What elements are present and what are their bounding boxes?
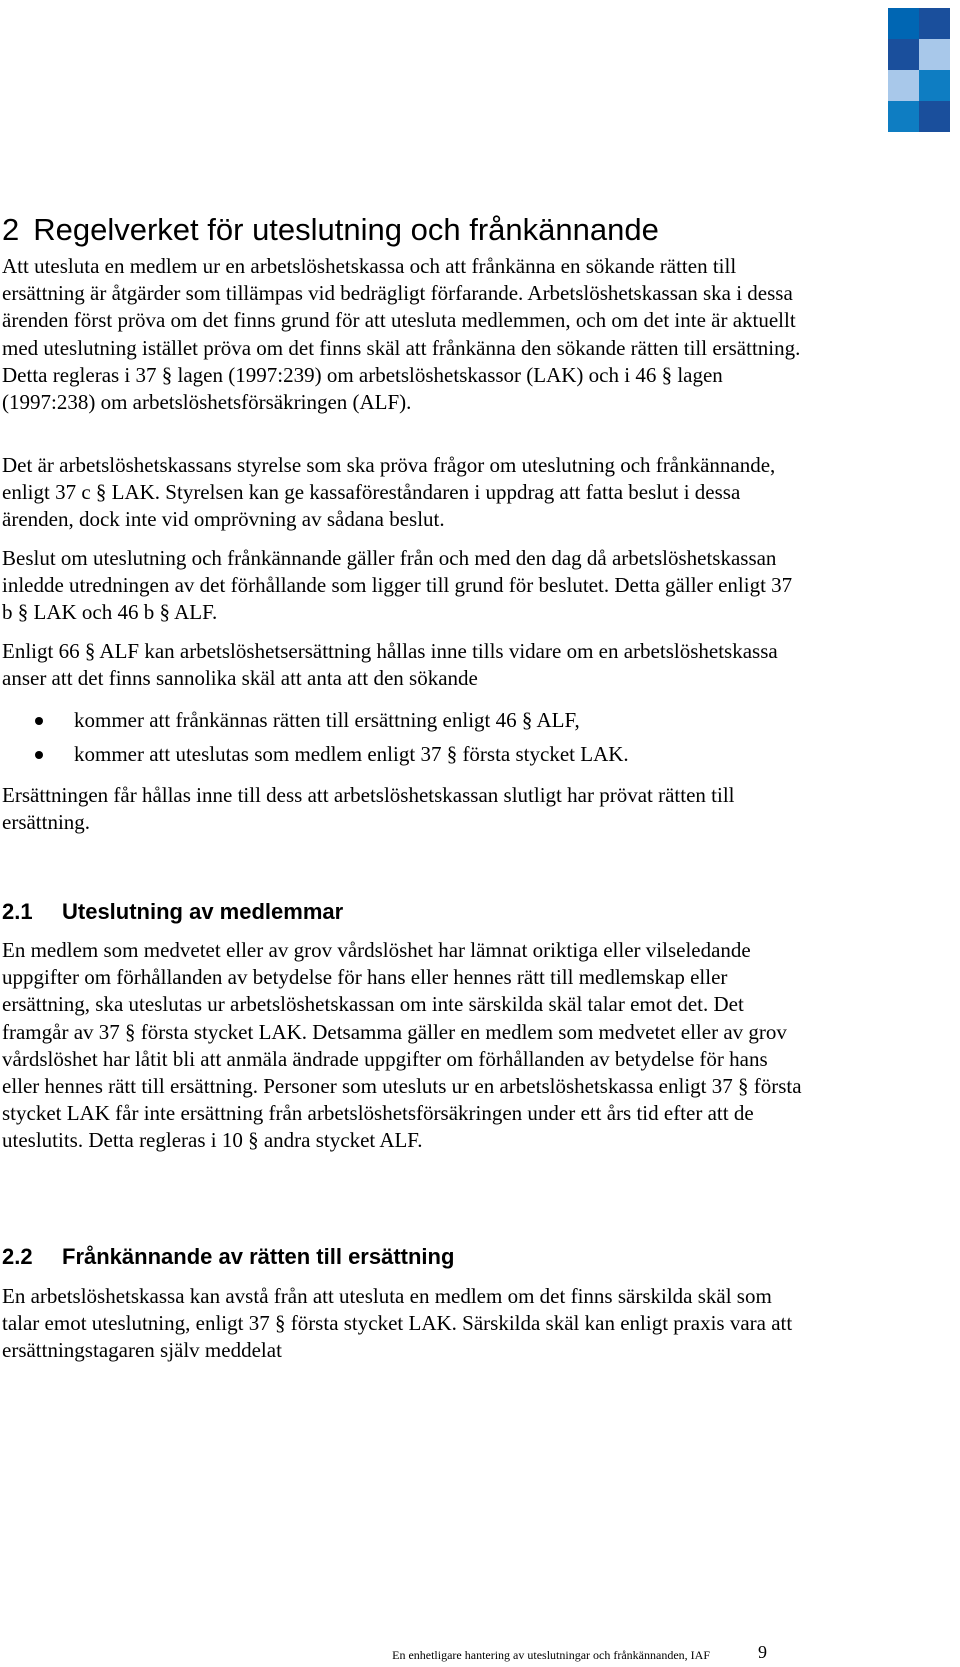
paragraph-withhold: Enligt 66 § ALF kan arbetslöshetsersättning hållas inne tills vidare om en arbetslöshetskassa anser att det finns sannolika skäl att anta att den sökande [2, 639, 778, 691]
list-item-text: kommer att frånkännas rätten till ersättning enligt 46 § ALF, [74, 708, 580, 732]
section-heading [2, 212, 659, 248]
iaf-logo [888, 8, 950, 133]
paragraph-intro: Att utesluta en medlem ur en arbetslöshetskassa och att frånkänna en sökande rätten till ersättning är åtgärder som tillämpas vid bedrägligt förfarande. Arbetslöshetskassan ska i dessa ärenden först pröva om det finns grund för att utesluta medlemmen, och om det inte är aktuellt med uteslutning istället pröva om det finns skäl att frånkänna den sökande rätten till ersättning. Detta regleras i 37 § lagen (1997:239) om arbetslöshetskassor (LAK) och i 46 § lagen (1997:238) om arbetslöshetsförsäkringen (ALF). [2, 254, 801, 415]
paragraph-exclusion: En medlem som medvetet eller av grov vårdslöshet har lämnat oriktiga eller vilseledande uppgifter om förhållanden av betydelse för hans eller hennes rätt till medlemskap eller ersättning, ska uteslutas ur arbetslöshetskassan om inte särskilda skäl talar emot det. Det framgår av 37 § första stycket LAK. Detsamma gäller en medlem som medvetet eller av grov vårdslöshet har låtit bli att anmäla ändrade uppgifter om förhållanden av betydelse för hans eller hennes rätt till ersättning. Personer som utesluts ur en arbetslöshetskassa enligt 37 § första stycket LAK får inte ersättning från arbetslöshetsförsäkringen under ett års tid efter att de uteslutits. Detta regleras i 10 § andra stycket ALF. [2, 938, 802, 1153]
subsection-number: 2.1 [2, 899, 33, 924]
logo-block [888, 70, 919, 101]
bullet-list [2, 703, 802, 771]
logo-block [919, 101, 950, 132]
logo-block [888, 8, 919, 39]
paragraph-disqualification: En arbetslöshetskassa kan avstå från att utesluta en medlem om det finns särskilda skäl som talar emot uteslutning, enligt 37 § första stycket LAK. Särskilda skäl kan enligt praxis vara att ersättningstagaren själv meddelat [2, 1284, 793, 1363]
logo-block [888, 39, 919, 70]
bullet-icon [35, 717, 43, 725]
subsection-heading-2-2 [2, 1243, 454, 1271]
subsection-title: Uteslutning av medlemmar [62, 899, 344, 924]
paragraph-board: Det är arbetslöshetskassans styrelse som ska pröva frågor om uteslutning och frånkännande, enligt 37 c § LAK. Styrelsen kan ge kassaföreståndaren i uppdrag att fatta beslut i dessa ärenden, dock inte vid omprövning av sådana beslut. [2, 453, 776, 532]
list-item [2, 703, 802, 737]
section-number: 2 [2, 212, 20, 247]
page-number: 9 [758, 1642, 767, 1662]
subsection-number: 2.2 [2, 1244, 33, 1269]
bullet-icon [35, 751, 43, 759]
list-item [2, 737, 802, 771]
page-footer: En enhetligare hantering av uteslutningar och frånkännanden, IAF [392, 1648, 710, 1662]
subsection-title: Frånkännande av rätten till ersättning [62, 1244, 455, 1269]
section-title: Regelverket för uteslutning och frånkännande [33, 212, 659, 247]
logo-block [919, 70, 950, 101]
logo-block [919, 39, 950, 70]
logo-block [919, 8, 950, 39]
paragraph-decision-date: Beslut om uteslutning och frånkännande gäller från och med den dag då arbetslöshetskassan inledde utredningen av det förhållande som ligger till grund för beslutet. Detta gäller enligt 37 b § LAK och 46 b § ALF. [2, 546, 793, 625]
logo-block [888, 101, 919, 132]
list-item-text: kommer att uteslutas som medlem enligt 37 § första stycket LAK. [74, 742, 629, 766]
paragraph-closing: Ersättningen får hållas inne till dess att arbetslöshetskassan slutligt har prövat rätten till ersättning. [2, 783, 735, 835]
subsection-heading-2-1 [2, 898, 343, 926]
